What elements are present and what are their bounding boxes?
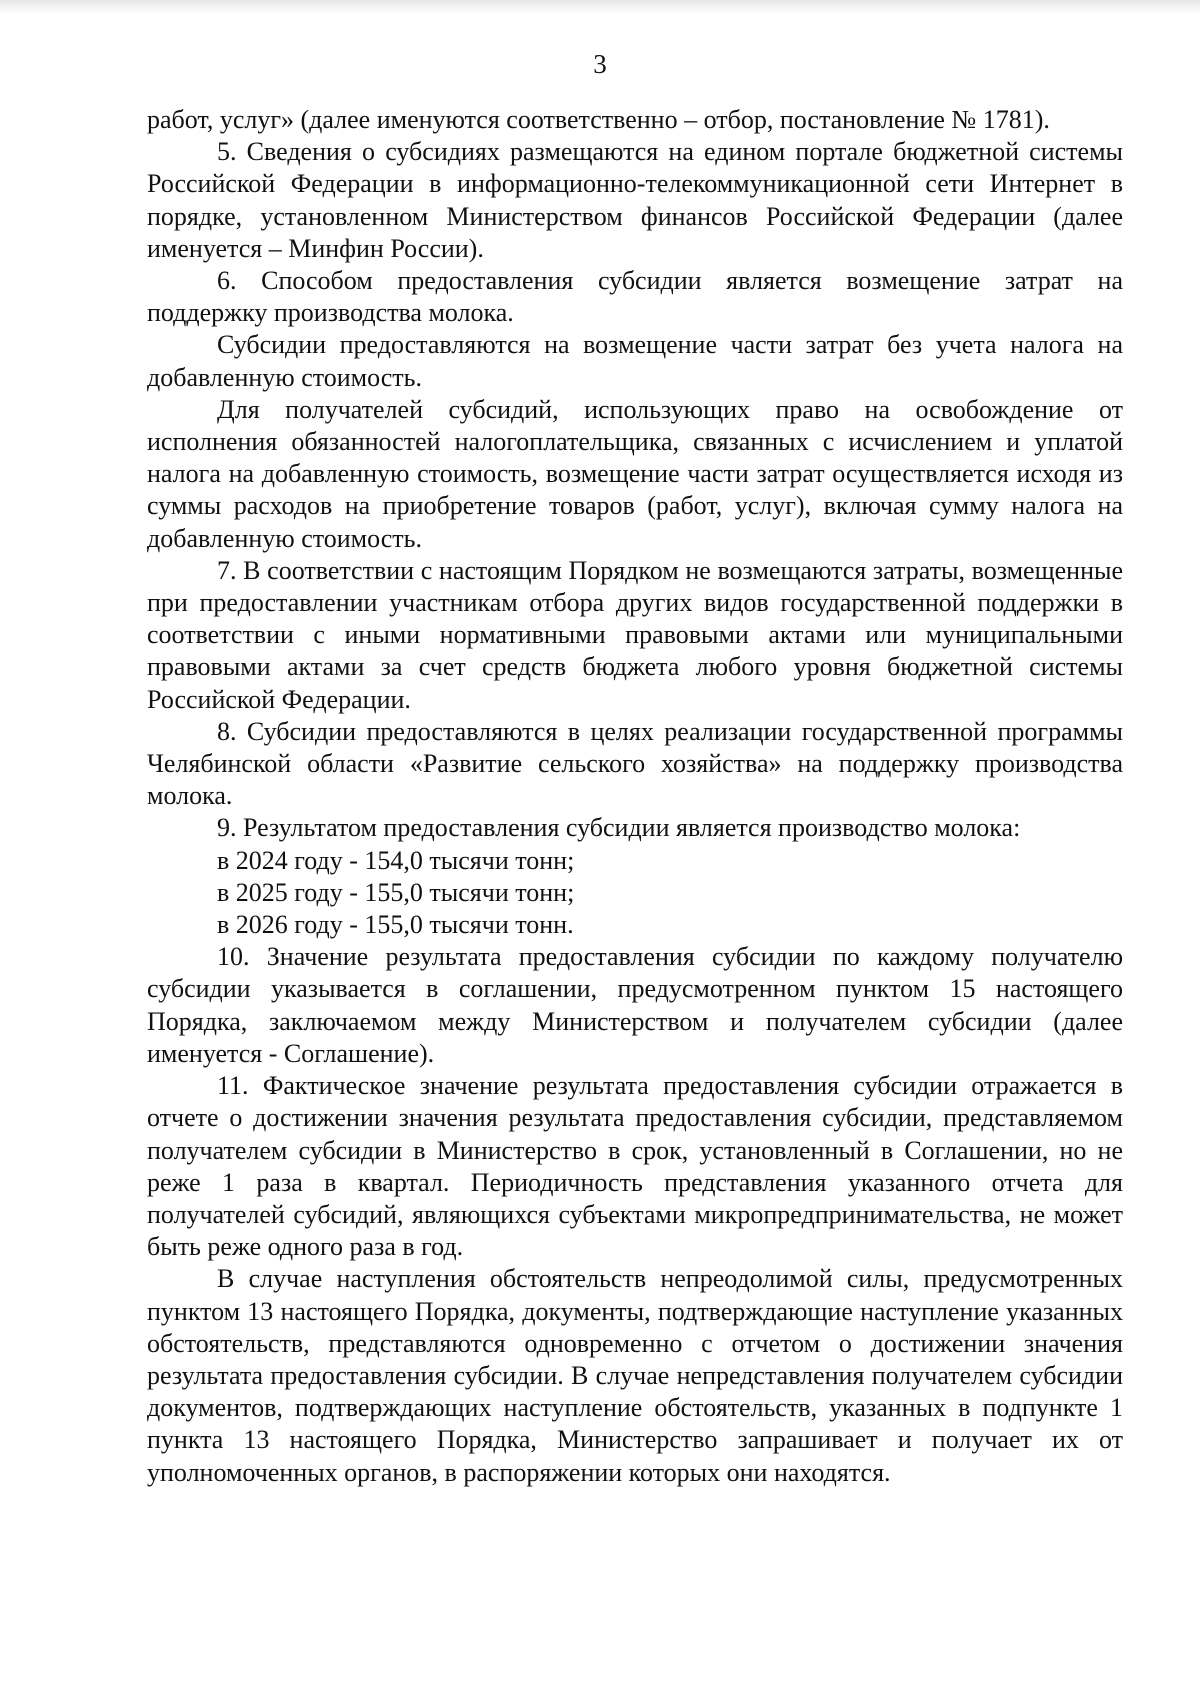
paragraph-force-majeure: В случае наступления обстоятельств непреодолимой силы, предусмотренных пунктом 13 настоящего Порядка, документы, подтверждающие наступление указанных обстоятельств, представляются одновременно с отчетом о достижении значения результата предоставления субсидии. В случае непредставления получателем субсидии документов, подтверждающих наступление обстоятельств, указанных в подпункте 1 пункта 13 настоящего Порядка, Министерство запрашивает и получает их от уполномоченных органов, в распоряжении которых они находятся. — [147, 1264, 1123, 1487]
paragraph-continuation: работ, услуг» (далее именуются соответственно – отбор, постановление № 1781). — [147, 105, 1050, 134]
paragraph-item-11: 11. Фактическое значение результата предоставления субсидии отражается в отчете о достижении значения результата предоставления субсидии, представляемом получателем субсидии в Министерство в срок, установленный в Соглашении, но не реже 1 раза в квартал. Периодичность представления указанного отчета для получателей субсидий, являющихся субъектами микропредпринимательства, не может быть реже одного раза в год. — [147, 1071, 1123, 1262]
paragraph-item-9: 9. Результатом предоставления субсидии является производство молока: — [217, 813, 1021, 843]
paragraph-vat-exclusion: Субсидии предоставляются на возмещение части затрат без учета налога на добавленную стоимость. — [147, 330, 1123, 392]
page-number: 3 — [593, 49, 607, 79]
result-year-2024: в 2024 году - 154,0 тысячи тонн; — [217, 845, 575, 875]
document-body — [147, 104, 1123, 1489]
scan-edge-shadow — [0, 0, 1200, 14]
paragraph-item-7: 7. В соответствии с настоящим Порядком не возмещаются затраты, возмещенные при предоставлении участникам отбора других видов государственной поддержки в соответствии с иными нормативными правовыми актами или муниципальными правовыми актами за счет средств бюджета любого уровня бюджетной системы Российской Федерации. — [147, 555, 1123, 714]
paragraph-item-5: 5. Сведения о субсидиях размещаются на едином портале бюджетной системы Российской Федерации в информационно-телекоммуникационной сети Интернет в порядке, установленном Министерством финансов Российской Федерации (далее именуется – Минфин России). — [147, 137, 1123, 263]
paragraph-item-8: 8. Субсидии предоставляются в целях реализации государственной программы Челябинской области «Развитие сельского хозяйства» на поддержку производства молока. — [147, 716, 1123, 811]
paragraph-vat-exempt-recipients: Для получателей субсидий, использующих право на освобождение от исполнения обязанностей налогоплательщика, связанных с исчислением и уплатой налога на добавленную стоимость, возмещение части затрат осуществляется исходя из суммы расходов на приобретение товаров (работ, услуг), включая сумму налога на добавленную стоимость. — [147, 394, 1123, 553]
paragraph-item-6: 6. Способом предоставления субсидии является возмещение затрат на поддержку производства молока. — [147, 266, 1123, 328]
result-year-2026: в 2026 году - 155,0 тысячи тонн. — [217, 910, 574, 940]
paragraph-item-10: 10. Значение результата предоставления субсидии по каждому получателю субсидии указывается в соглашении, предусмотренном пунктом 15 настоящего Порядка, заключаемом между Министерством и получателем субсидии (далее именуется - Соглашение). — [147, 942, 1123, 1068]
result-year-2025: в 2025 году - 155,0 тысячи тонн; — [217, 877, 575, 907]
